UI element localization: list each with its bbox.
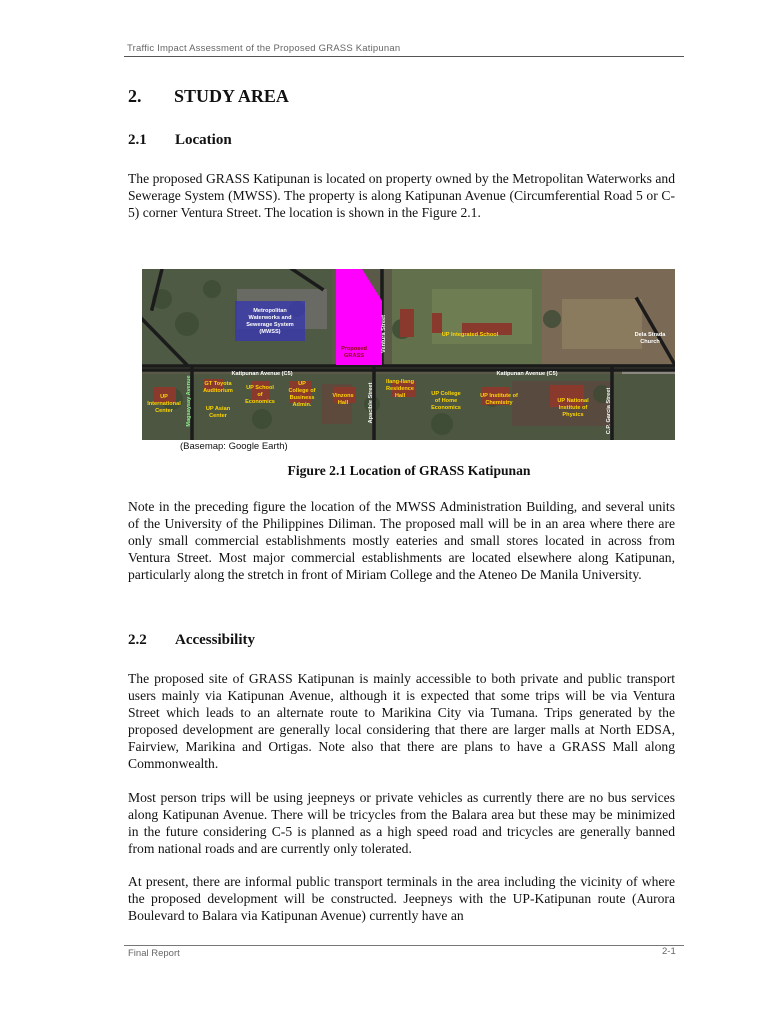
subsection-heading-accessibility bbox=[128, 632, 255, 649]
label-cba-4: Admin. bbox=[292, 402, 312, 408]
label-mwss-4: (MWSS) bbox=[259, 329, 281, 335]
label-dela-strada-2: Church bbox=[640, 339, 660, 345]
label-gt-1: GT Toyota bbox=[204, 381, 232, 387]
label-intl-1: UP bbox=[160, 394, 168, 400]
label-cba-3: Business bbox=[289, 395, 315, 401]
location-paragraph-1: The proposed GRASS Katipunan is located on property owned by the Metropolitan Waterworks and Sewerage System (MWSS). The property is along Katipunan Avenue (Circumferential Road 5 or C-5) corner Ventura Street. The location is shown in the Figure 2.1. bbox=[128, 171, 675, 220]
subsection-title: Accessibility bbox=[175, 632, 255, 648]
label-magsaysay: Magsaysay Avenue bbox=[186, 375, 192, 427]
label-mwss-1: Metropolitan bbox=[253, 308, 287, 314]
subsection-title: Location bbox=[175, 132, 232, 148]
section-title: STUDY AREA bbox=[174, 86, 289, 106]
label-mwss-3: Sewerage System bbox=[246, 322, 294, 328]
location-paragraph-2: Note in the preceding figure the location of the MWSS Administration Building, and several units of the University of the Philippines Diliman. The proposed mall will be in an area where there are only small commercial establishments mostly eateries and small stores located in across from Ventura Street. Most major commercial establishments are located elsewhere along Katipunan, particularly along the stretch in front of Miriam College and the Ateneo De Manila University. bbox=[128, 499, 675, 582]
label-ilang-2: Residence bbox=[386, 386, 414, 392]
label-intl-2: International bbox=[147, 401, 181, 407]
label-apacible: Apacible Street bbox=[368, 382, 374, 424]
label-katipunan-left: Katipunan Avenue (C5) bbox=[231, 371, 293, 377]
label-homeec-1: UP College bbox=[431, 391, 461, 397]
label-asian-2: Center bbox=[209, 413, 227, 419]
label-ventura-street: Ventura Street bbox=[381, 315, 387, 353]
section-number: 2. bbox=[128, 86, 142, 106]
label-vinzons-2: Hall bbox=[337, 400, 349, 406]
label-cba-1: UP bbox=[298, 381, 306, 387]
label-cp-garcia: C.P. Garcia Street bbox=[606, 387, 612, 435]
label-chem-1: UP Institute of bbox=[480, 393, 518, 399]
footer-rule bbox=[124, 945, 684, 946]
page-number: 2-1 bbox=[662, 946, 676, 957]
label-mwss-2: Waterworks and bbox=[248, 315, 292, 321]
label-econ-2: of bbox=[257, 392, 263, 398]
label-integrated: UP Integrated School bbox=[441, 332, 499, 338]
label-chem-2: Chemistry bbox=[485, 400, 513, 406]
label-nip-3: Physics bbox=[562, 412, 584, 418]
accessibility-paragraph-1: The proposed site of GRASS Katipunan is mainly accessible to both private and public transport users mainly via Katipunan Avenue, although it is expected that some trips will be via Ventura Street which leads to an alternate route to Marikina City via Tumana. Trips generated by the proposed development are generally local considering that there are larger malls at North EDSA, Fairview, Marikina and Ortigas. Note also that there are plans to have a GRASS Mall along Commonwealth. bbox=[128, 671, 675, 771]
footer-label: Final Report bbox=[128, 948, 180, 959]
label-vinzons-1: Vinzons bbox=[332, 393, 354, 399]
label-cba-2: College of bbox=[288, 388, 316, 394]
section-heading bbox=[128, 86, 289, 107]
figure-caption: Figure 2.1 Location of GRASS Katipunan bbox=[287, 463, 531, 478]
subsection-heading-location bbox=[128, 132, 232, 149]
label-ilang-3: Hall bbox=[394, 393, 406, 399]
label-nip-2: Institute of bbox=[558, 405, 588, 411]
label-proposed-1: Proposed bbox=[341, 346, 367, 352]
running-header: Traffic Impact Assessment of the Proposed GRASS Katipunan bbox=[127, 43, 401, 54]
mwss-box bbox=[235, 301, 305, 341]
label-homeec-3: Economics bbox=[431, 405, 461, 411]
label-econ-3: Economics bbox=[245, 399, 275, 405]
location-map bbox=[142, 269, 675, 440]
accessibility-paragraph-2: Most person trips will be using jeepneys or private vehicles as currently there are no bus services along Katipunan Avenue. There will be tricycles from the Balara area but these may be minimized in the future considering C-5 is planned as a high speed road and tricycles are generally banned from national roads and are currently only tolerated. bbox=[128, 790, 675, 856]
label-gt-2: Auditorium bbox=[203, 388, 233, 394]
label-asian-1: UP Asian bbox=[205, 406, 231, 412]
label-dela-strada-1: Dela Strada bbox=[634, 332, 666, 338]
header-rule bbox=[124, 56, 684, 57]
label-econ-1: UP School bbox=[246, 385, 274, 391]
subsection-number: 2.2 bbox=[128, 632, 147, 648]
label-intl-3: Center bbox=[155, 408, 173, 414]
accessibility-paragraph-3: At present, there are informal public transport terminals in the area including the vicinity of where the proposed development will be constructed. Jeepneys with the UP-Katipunan route (Aurora Boulevard to Balara via Katipunan Avenue) currently have an bbox=[128, 874, 675, 923]
label-proposed-2: GRASS bbox=[344, 353, 364, 359]
label-katipunan-right: Katipunan Avenue (C5) bbox=[496, 371, 558, 377]
basemap-note: (Basemap: Google Earth) bbox=[180, 441, 288, 452]
label-nip-1: UP National bbox=[557, 398, 589, 404]
label-homeec-2: of Home bbox=[434, 398, 458, 404]
label-ilang-1: Ilang-Ilang bbox=[386, 379, 414, 385]
subsection-number: 2.1 bbox=[128, 132, 147, 148]
